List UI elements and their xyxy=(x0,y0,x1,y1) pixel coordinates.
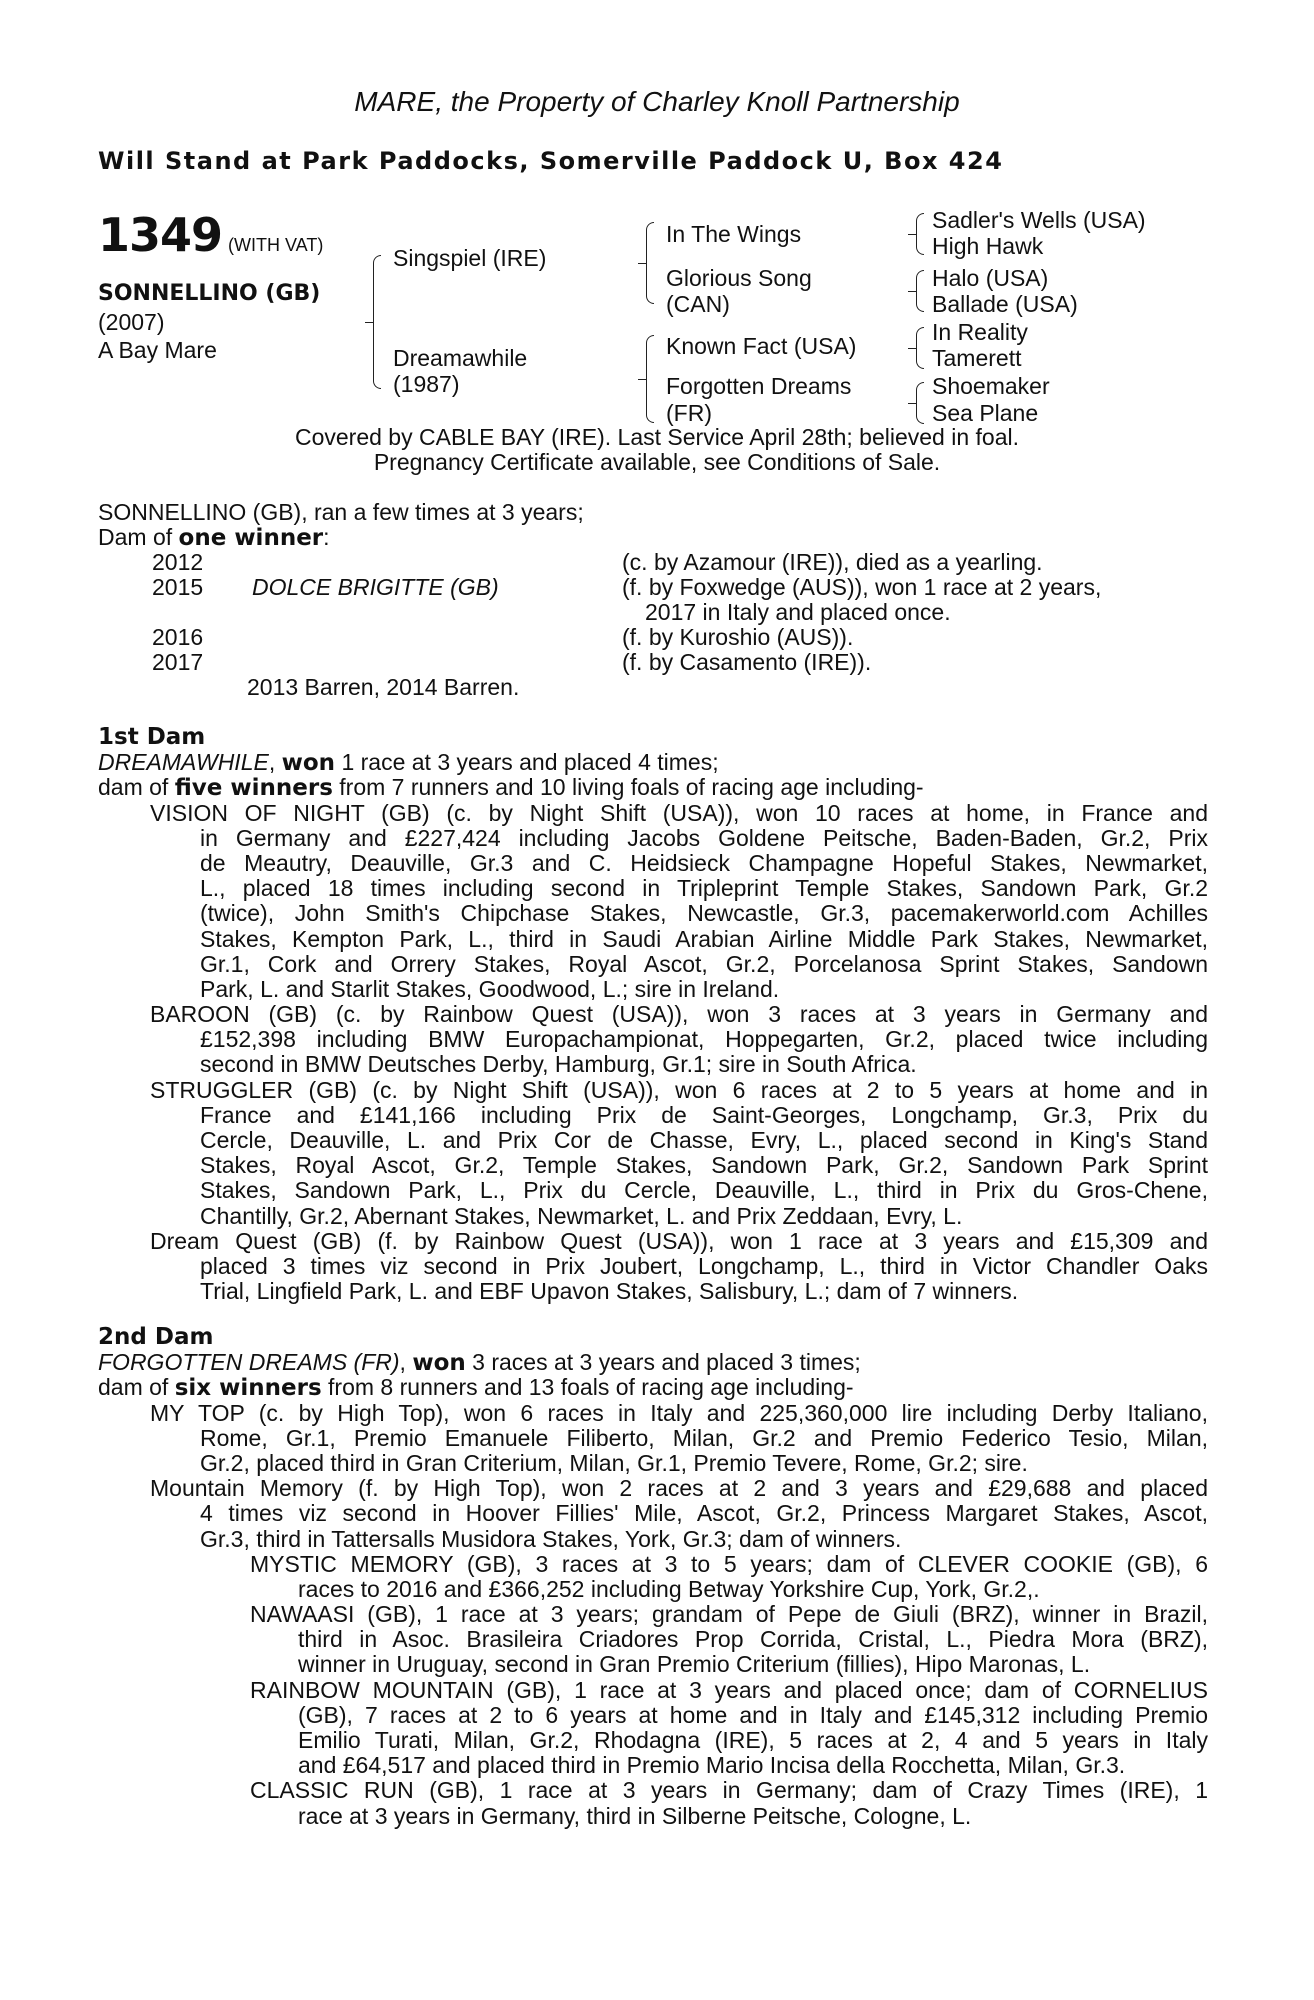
pedigree-ssd: High Hawk xyxy=(932,233,1044,259)
covered-line-2: Pregnancy Certificate available, see Conditions of Sale. xyxy=(373,449,941,475)
text-line: Park, L. and Starlit Stakes, Goodwood, L.; sire in Ireland. xyxy=(200,975,780,1002)
pedigree-sire-sire: In The Wings xyxy=(666,221,802,247)
horse-name: SONNELLINO (GB) xyxy=(98,281,321,306)
first-dam-record: DREAMAWHILE, won 1 race at 3 years and placed 4 times; xyxy=(98,749,719,777)
text-line: STRUGGLER (GB) (c. by Night Shift (USA)), won 6 races at 2 to 5 years at home and in xyxy=(150,1076,1208,1103)
text-line: race at 3 years in Germany, third in Silberne Peitsche, Cologne, L. xyxy=(298,1802,972,1829)
pedigree-brace-ds xyxy=(916,327,924,369)
pedigree-sire-dam: Glorious Song xyxy=(666,265,812,291)
text-line: RAINBOW MOUNTAIN (GB), 1 race at 3 years and placed once; dam of CORNELIUS xyxy=(250,1676,1208,1703)
pedigree-dam: Dreamawhile xyxy=(393,345,528,371)
pedigree-dam-dam-country: (FR) xyxy=(666,400,712,426)
first-dam-section xyxy=(98,725,1208,1304)
pedigree-brace-sire xyxy=(646,222,654,304)
covered-line-1: Covered by CABLE BAY (IRE). Last Service April 28th; believed in foal. xyxy=(294,424,1019,450)
produce-row: 2017 in Italy and placed once. xyxy=(645,599,951,625)
mare-dam-of: Dam of one winner: xyxy=(98,524,330,552)
produce-row: 2012 (c. by Azamour (IRE)), died as a yearling. xyxy=(152,549,1043,575)
produce-row: 2016 (f. by Kuroshio (AUS)). xyxy=(152,624,854,650)
text-line: NAWAASI (GB), 1 race at 3 years; grandam of Pepe de Giuli (BRZ), winner in Brazil, xyxy=(250,1601,1208,1628)
pedigree-sire-dam-country: (CAN) xyxy=(666,291,730,317)
text-line: VISION OF NIGHT (GB) (c. by Night Shift (USA)), won 10 races at home, in France and xyxy=(150,799,1208,826)
covered-note xyxy=(0,425,1314,475)
text-line: and £64,517 and placed third in Premio Mario Incisa della Rocchetta, Milan, Gr.3. xyxy=(298,1752,1126,1779)
mare-intro: SONNELLINO (GB), ran a few times at 3 years; xyxy=(98,499,584,525)
text-line: Gr.1, Cork and Orrery Stakes, Royal Ascot, Gr.2, Porcelanosa Sprint Stakes, Sandown xyxy=(200,950,1208,977)
pedigree-sss: Sadler's Wells (USA) xyxy=(932,207,1146,233)
text-line: Dream Quest (GB) (f. by Rainbow Quest (USA)), won 1 race at 3 years and £15,309 and xyxy=(150,1227,1208,1254)
pedigree-brace-ss xyxy=(916,213,924,255)
horse-identity xyxy=(98,280,320,364)
text-line: L., placed 18 times including second in Tripleprint Temple Stakes, Sandown Park, Gr.2 xyxy=(200,875,1208,902)
text-line: placed 3 times viz second in Prix Joubert, Longchamp, L., third in Victor Chandler Oaks xyxy=(200,1252,1208,1279)
text-line: (GB), 7 races at 2 to 6 years at home and in Italy and £145,312 including Premio xyxy=(298,1701,1208,1728)
text-line: Stakes, Sandown Park, L., Prix du Cercle, Deauville, L., third in Prix du Gros-Chene, xyxy=(200,1177,1208,1204)
pedigree-brace-dd xyxy=(916,382,924,424)
lot-vat: (WITH VAT) xyxy=(228,235,324,255)
lot-heading xyxy=(98,208,324,269)
pedigree-sire: Singspiel (IRE) xyxy=(393,245,547,271)
text-line: Mountain Memory (f. by High Top), won 2 races at 2 and 3 years and £29,688 and placed xyxy=(150,1475,1208,1502)
text-line: Gr.3, third in Tattersalls Musidora Stakes, York, Gr.3; dam of winners. xyxy=(200,1525,902,1552)
text-line: MYSTIC MEMORY (GB), 3 races at 3 to 5 years; dam of CLEVER COOKIE (GB), 6 xyxy=(250,1550,1208,1577)
text-line: de Meautry, Deauville, Gr.3 and C. Heidsieck Champagne Hopeful Stakes, Newmarket, xyxy=(200,849,1208,876)
pedigree-dam-year: (1987) xyxy=(393,371,460,397)
text-line: in Germany and £227,424 including Jacobs Goldene Peitsche, Baden-Baden, Gr.2, Prix xyxy=(200,824,1208,851)
horse-year: (2007) xyxy=(98,309,165,335)
text-line: Stakes, Kempton Park, L., third in Saudi Arabian Airline Middle Park Stakes, Newmarket, xyxy=(200,925,1208,952)
lot-number: 1349 xyxy=(98,208,223,262)
pedigree-brace-dam xyxy=(646,335,654,423)
second-dam-produce-summary: dam of six winners from 8 runners and 13 foals of racing age including- xyxy=(98,1374,854,1402)
text-line: Gr.2, placed third in Gran Criterium, Milan, Gr.1, Premio Tevere, Rome, Gr.2; sire. xyxy=(200,1449,1028,1476)
text-line: (twice), John Smith's Chipchase Stakes, Newcastle, Gr.3, pacemakerworld.com Achilles xyxy=(200,900,1208,927)
pedigree-dam-dam: Forgotten Dreams xyxy=(666,373,852,399)
text-line: Emilio Turati, Milan, Gr.2, Rhodagna (IRE), 5 races at 2, 4 and 5 years in Italy xyxy=(298,1727,1208,1753)
text-line: Chantilly, Gr.2, Abernant Stakes, Newmarket, L. and Prix Zeddaan, Evry, L. xyxy=(200,1202,963,1229)
produce-list xyxy=(152,550,1152,680)
text-line: BAROON (GB) (c. by Rainbow Quest (USA)), won 3 races at 3 years in Germany and xyxy=(150,1001,1208,1028)
text-line: 4 times viz second in Hoover Fillies' Mile, Ascot, Gr.2, Princess Margaret Stakes, Ascot, xyxy=(200,1500,1208,1527)
second-dam-record: FORGOTTEN DREAMS (FR), won 3 races at 3 years and placed 3 times; xyxy=(98,1349,861,1377)
pedigree-sdd: Ballade (USA) xyxy=(932,291,1078,317)
first-dam-heading: 1st Dam xyxy=(98,724,206,750)
text-line: France and £141,166 including Prix de Saint-Georges, Longchamp, Gr.3, Prix du xyxy=(200,1101,1208,1128)
text-line: third in Asoc. Brasileira Criadores Prop Corrida, Cristal, L., Piedra Mora (BRZ), xyxy=(298,1626,1208,1653)
text-line: Rome, Gr.1, Premio Emanuele Filiberto, Milan, Gr.2 and Premio Federico Tesio, Milan, xyxy=(200,1424,1208,1451)
pedigree-dds: Shoemaker xyxy=(932,373,1050,399)
owner-line: MARE, the Property of Charley Knoll Partnership xyxy=(354,86,960,117)
pedigree-brace-sd xyxy=(916,270,924,312)
first-dam-produce-summary: dam of five winners from 7 runners and 10 living foals of racing age including- xyxy=(98,774,924,802)
second-dam-section xyxy=(98,1325,1208,1829)
text-line: winner in Uruguay, second in Gran Premio Criterium (fillies), Hipo Maronas, L. xyxy=(298,1651,1091,1678)
text-line: MY TOP (c. by High Top), won 6 races in Italy and 225,360,000 lire including Derby Italiano, xyxy=(150,1399,1208,1426)
pedigree-dsd: Tamerett xyxy=(932,345,1022,371)
text-line: Cercle, Deauville, L. and Prix Cor de Chasse, Evry, L., placed second in King's Stand xyxy=(200,1127,1208,1153)
text-line: CLASSIC RUN (GB), 1 race at 3 years in Germany; dam of Crazy Times (IRE), 1 xyxy=(250,1777,1208,1804)
pedigree-sds: Halo (USA) xyxy=(932,265,1049,291)
barren-years: 2013 Barren, 2014 Barren. xyxy=(247,674,520,700)
text-line: second in BMW Deutsches Derby, Hamburg, Gr.1; sire in South Africa. xyxy=(200,1051,917,1078)
text-line: Trial, Lingfield Park, L. and EBF Upavon Stakes, Salisbury, L.; dam of 7 winners. xyxy=(200,1278,1019,1305)
mare-record xyxy=(98,500,1208,550)
text-line: Stakes, Royal Ascot, Gr.2, Temple Stakes, Sandown Park, Gr.2, Sandown Park Sprint xyxy=(200,1152,1208,1179)
pedigree-dam-sire: Known Fact (USA) xyxy=(666,333,857,359)
stand-line: Will Stand at Park Paddocks, Somerville Paddock U, Box 424 xyxy=(98,147,1004,175)
horse-description: A Bay Mare xyxy=(98,337,217,363)
pedigree-brace-main xyxy=(373,255,381,389)
pedigree-dss: In Reality xyxy=(932,319,1028,345)
produce-row: 2015 DOLCE BRIGITTE (GB) (f. by Foxwedge (AUS)), won 1 race at 2 years, xyxy=(152,574,1102,600)
produce-row: 2017 (f. by Casamento (IRE)). xyxy=(152,649,872,675)
second-dam-heading: 2nd Dam xyxy=(98,1324,214,1350)
text-line: £152,398 including BMW Europachampionat, Hoppegarten, Gr.2, placed twice including xyxy=(200,1026,1208,1053)
pedigree-ddd: Sea Plane xyxy=(932,400,1039,426)
text-line: races to 2016 and £366,252 including Betway Yorkshire Cup, York, Gr.2,. xyxy=(298,1575,1040,1602)
